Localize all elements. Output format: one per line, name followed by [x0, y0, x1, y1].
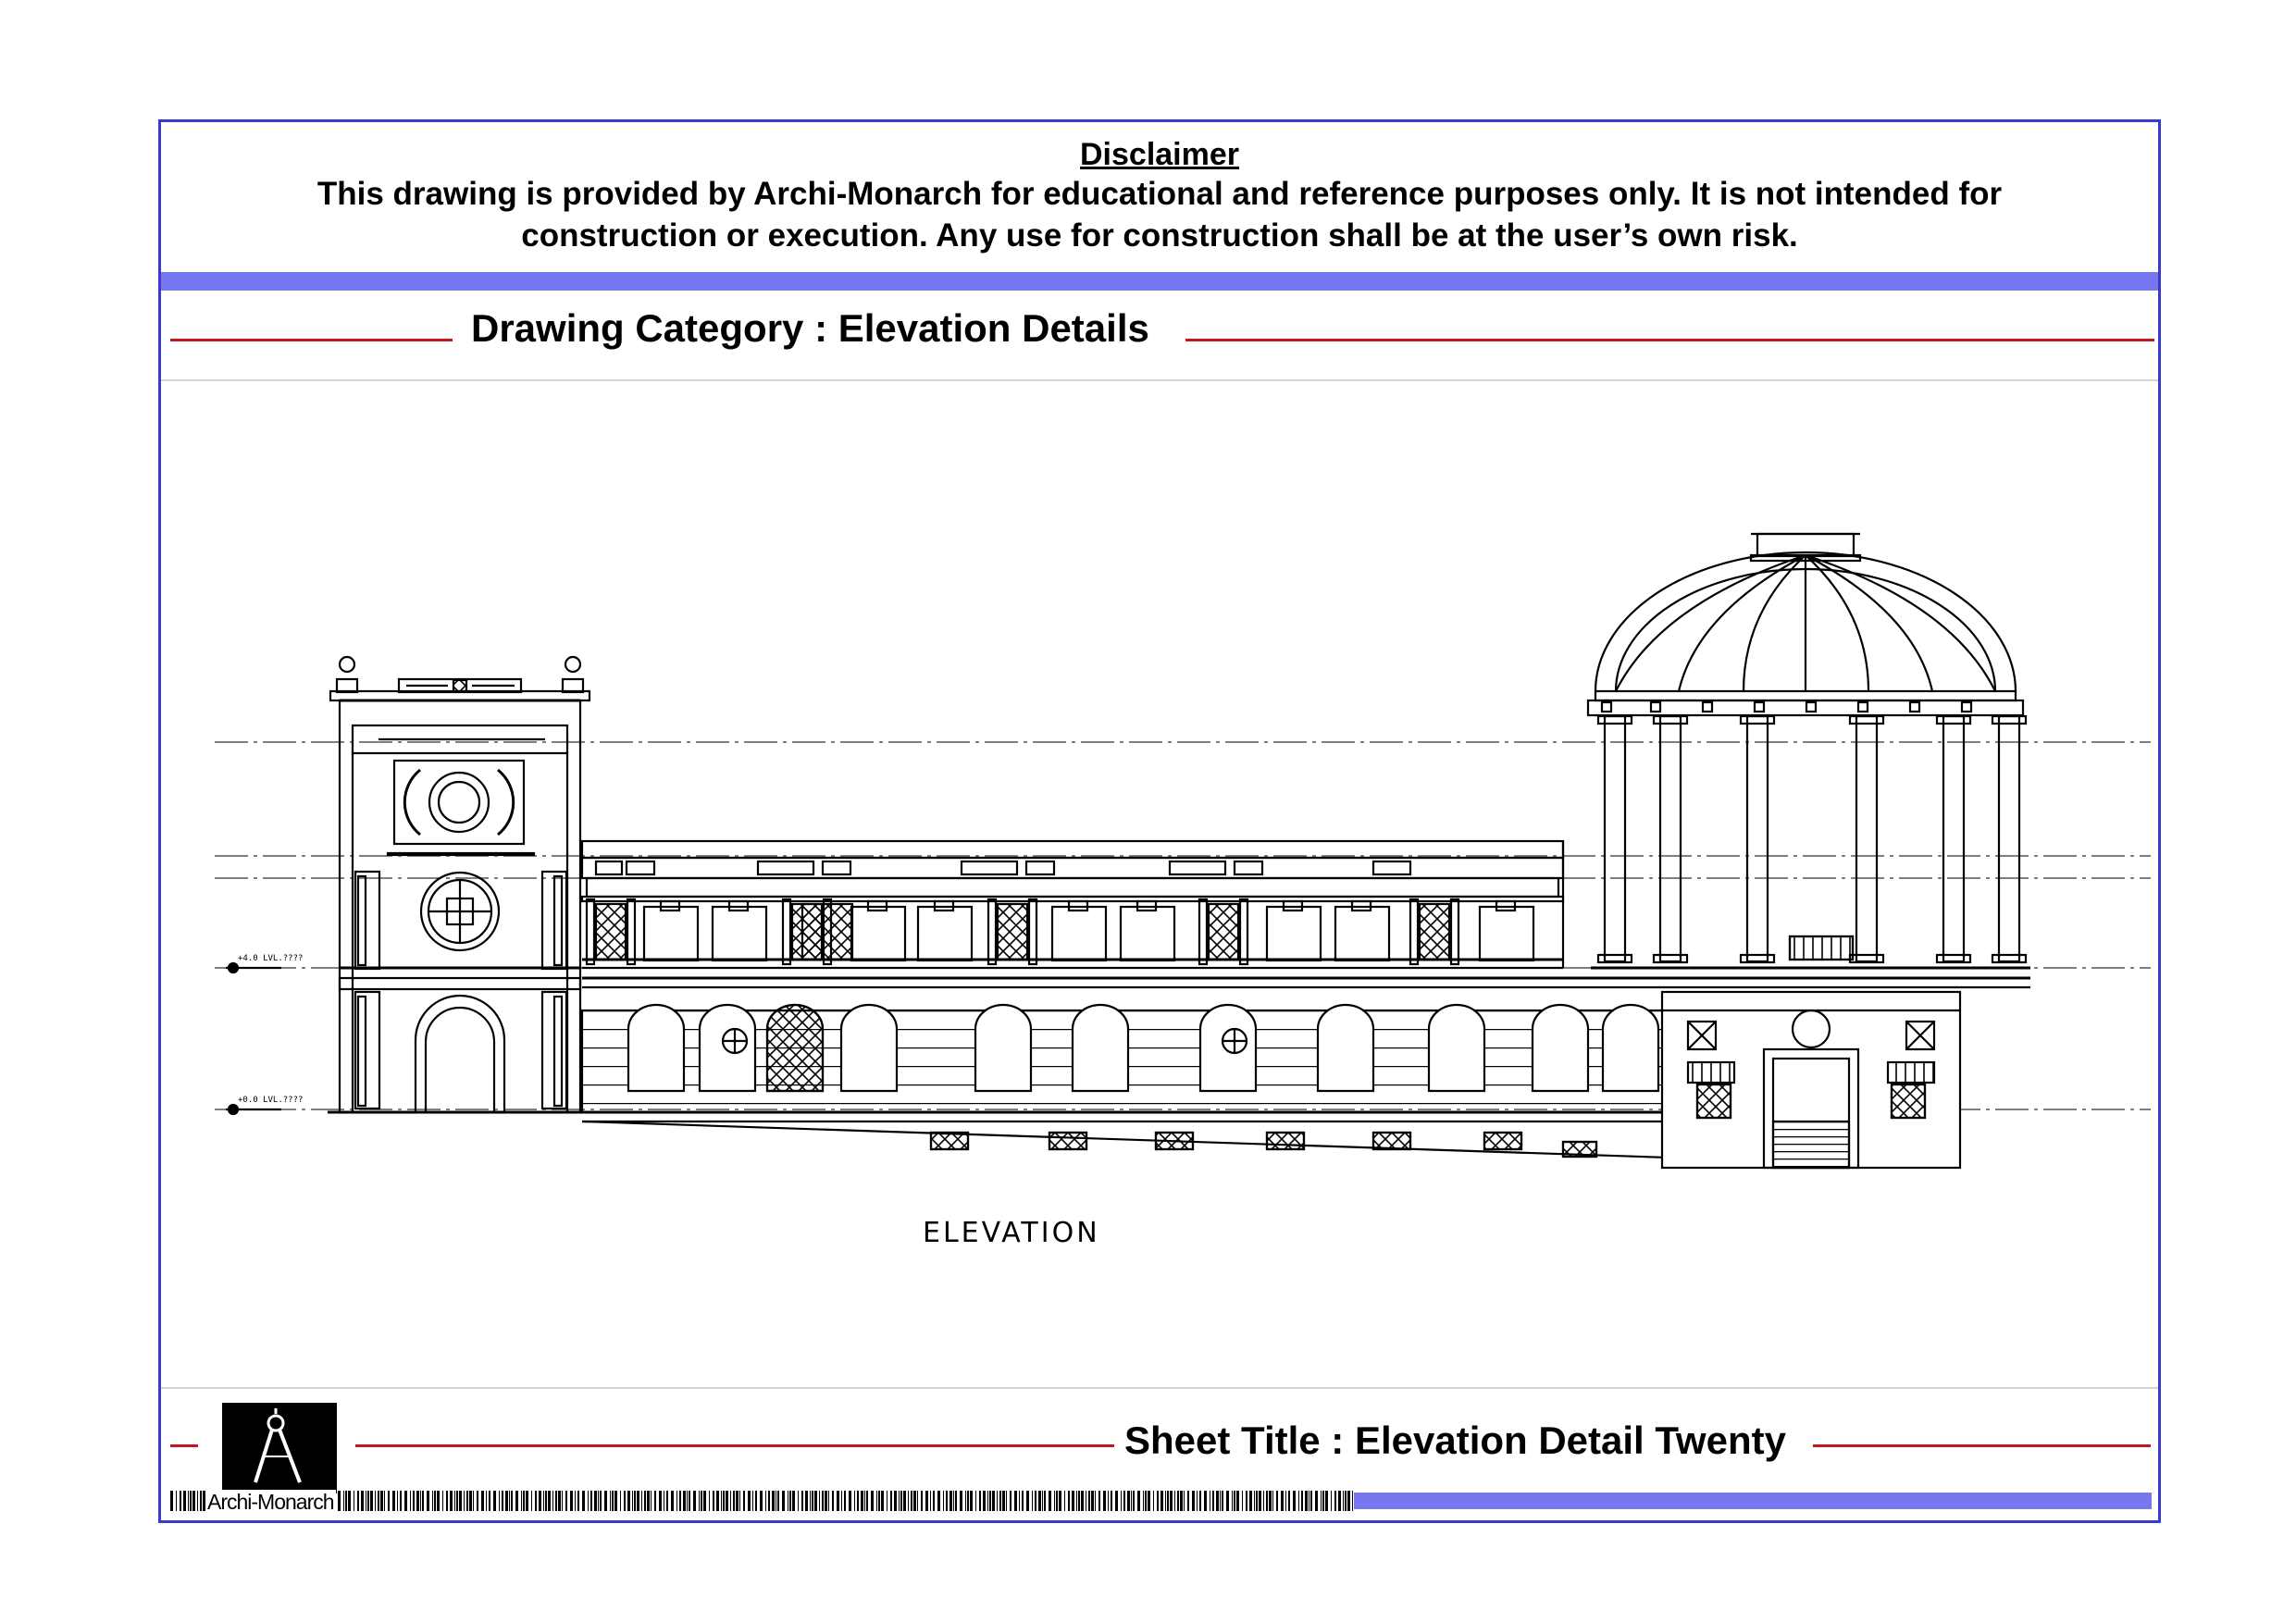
- category-rule-right: [1185, 339, 2154, 341]
- upper-windows: [644, 901, 1533, 960]
- disclaimer-text-line-1: This drawing is provided by Archi-Monarch for educational and reference purposes only. It is not intended for: [316, 176, 2003, 212]
- drawing-category: Drawing Category : Elevation Details: [471, 306, 1149, 350]
- footer-rule-left: [170, 1444, 198, 1447]
- elevation-drawing: [161, 381, 2158, 1384]
- colonnade-columns: [1598, 716, 2026, 962]
- level-mark-lower: +0.0 LVL.????: [238, 1096, 304, 1105]
- dome-colonnade: [1588, 534, 2030, 968]
- entrance-pavilion: [1662, 992, 1960, 1168]
- brand-label: Archi-Monarch: [207, 1490, 334, 1514]
- barcode-strip: [170, 1491, 1353, 1511]
- disclaimer-title: Disclaimer: [1080, 137, 1239, 172]
- left-tower: [328, 657, 590, 1112]
- level-mark-upper: +4.0 LVL.????: [238, 954, 304, 963]
- disclaimer-panel: [161, 122, 2158, 272]
- central-block-upper: [582, 841, 1563, 968]
- footer-rule-right: [1813, 1444, 2151, 1447]
- compass-icon: [222, 1403, 337, 1493]
- elevation-caption: ELEVATION: [923, 1217, 1100, 1249]
- drawing-sheet: [158, 119, 2161, 1523]
- header-band: [161, 272, 2158, 291]
- parapet-panels: [596, 861, 1410, 874]
- archi-monarch-logo: [222, 1403, 337, 1493]
- sheet-title: Sheet Title : Elevation Detail Twenty: [1124, 1419, 1786, 1462]
- level-markers: [226, 954, 303, 1114]
- title-block: [161, 1387, 2158, 1525]
- disclaimer-text-line-2: construction or execution. Any use for construction shall be at the user’s own risk.: [521, 217, 1798, 254]
- drawing-area: [161, 381, 2158, 1384]
- category-bar: [161, 291, 2158, 381]
- footer-rule-middle: [355, 1444, 1114, 1447]
- category-rule-left: [170, 339, 453, 341]
- footer-band: [1354, 1493, 2152, 1509]
